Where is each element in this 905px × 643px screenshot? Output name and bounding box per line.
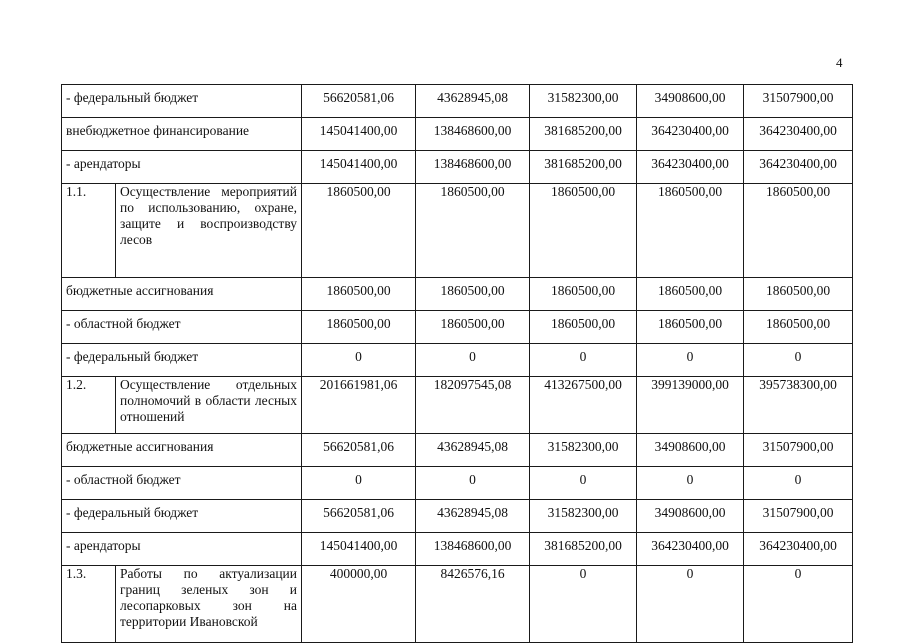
- value-cell: 0: [744, 566, 853, 643]
- table-row: [62, 377, 853, 434]
- value-cell: 0: [744, 467, 853, 500]
- value-cell: 43628945,08: [416, 85, 530, 118]
- item-description: Работы по актуализации границ зеленых зон и лесопарковых зон на территории Ивановской: [116, 566, 302, 643]
- value-cell: 0: [530, 344, 637, 377]
- value-cell: 1860500,00: [744, 311, 853, 344]
- item-number: 1.2.: [62, 377, 116, 434]
- value-cell: 0: [530, 566, 637, 643]
- value-cell: 1860500,00: [530, 311, 637, 344]
- value-cell: 381685200,00: [530, 118, 637, 151]
- value-cell: 1860500,00: [637, 184, 744, 278]
- table-row: [62, 311, 853, 344]
- value-cell: 31507900,00: [744, 85, 853, 118]
- value-cell: 201661981,06: [302, 377, 416, 434]
- value-cell: 0: [416, 467, 530, 500]
- row-label: - областной бюджет: [62, 467, 302, 500]
- value-cell: 31507900,00: [744, 500, 853, 533]
- value-cell: 0: [744, 344, 853, 377]
- value-cell: 138468600,00: [416, 533, 530, 566]
- value-cell: 1860500,00: [637, 278, 744, 311]
- table-row: [62, 118, 853, 151]
- value-cell: 145041400,00: [302, 118, 416, 151]
- budget-table: [61, 84, 853, 643]
- value-cell: 56620581,06: [302, 434, 416, 467]
- value-cell: 0: [302, 467, 416, 500]
- value-cell: 1860500,00: [744, 184, 853, 278]
- item-description: Осуществление отдельных полномочий в области лесных отношений: [116, 377, 302, 434]
- value-cell: 399139000,00: [637, 377, 744, 434]
- value-cell: 145041400,00: [302, 151, 416, 184]
- value-cell: 364230400,00: [637, 118, 744, 151]
- value-cell: 145041400,00: [302, 533, 416, 566]
- value-cell: 1860500,00: [744, 278, 853, 311]
- value-cell: 31582300,00: [530, 434, 637, 467]
- page-number: 4: [836, 55, 843, 70]
- row-label: внебюджетное финансирование: [62, 118, 302, 151]
- table-row: [62, 344, 853, 377]
- value-cell: 1860500,00: [530, 184, 637, 278]
- value-cell: 413267500,00: [530, 377, 637, 434]
- value-cell: 1860500,00: [302, 311, 416, 344]
- row-label: - федеральный бюджет: [62, 500, 302, 533]
- value-cell: 400000,00: [302, 566, 416, 643]
- row-label: - федеральный бюджет: [62, 344, 302, 377]
- value-cell: 1860500,00: [302, 278, 416, 311]
- value-cell: 31507900,00: [744, 434, 853, 467]
- value-cell: 0: [302, 344, 416, 377]
- item-number: 1.3.: [62, 566, 116, 643]
- value-cell: 381685200,00: [530, 151, 637, 184]
- value-cell: 1860500,00: [416, 311, 530, 344]
- value-cell: 1860500,00: [416, 278, 530, 311]
- value-cell: 0: [637, 566, 744, 643]
- value-cell: 381685200,00: [530, 533, 637, 566]
- value-cell: 43628945,08: [416, 434, 530, 467]
- value-cell: 1860500,00: [637, 311, 744, 344]
- table-row: [62, 151, 853, 184]
- value-cell: 0: [637, 467, 744, 500]
- row-label: - областной бюджет: [62, 311, 302, 344]
- value-cell: 34908600,00: [637, 85, 744, 118]
- value-cell: 138468600,00: [416, 151, 530, 184]
- value-cell: 0: [530, 467, 637, 500]
- value-cell: 31582300,00: [530, 85, 637, 118]
- value-cell: 56620581,06: [302, 85, 416, 118]
- table-row: [62, 467, 853, 500]
- value-cell: 138468600,00: [416, 118, 530, 151]
- item-description: Осуществление мероприятий по использованию, охране, защите и воспроизводству лесов: [116, 184, 302, 278]
- value-cell: 31582300,00: [530, 500, 637, 533]
- row-label: - арендаторы: [62, 151, 302, 184]
- value-cell: 364230400,00: [637, 533, 744, 566]
- table-row: [62, 184, 853, 278]
- table-row: [62, 566, 853, 643]
- table-row: [62, 278, 853, 311]
- row-label: бюджетные ассигнования: [62, 434, 302, 467]
- value-cell: 364230400,00: [637, 151, 744, 184]
- value-cell: 364230400,00: [744, 118, 853, 151]
- value-cell: 8426576,16: [416, 566, 530, 643]
- table-row: [62, 434, 853, 467]
- value-cell: 364230400,00: [744, 151, 853, 184]
- table-row: [62, 533, 853, 566]
- value-cell: 364230400,00: [744, 533, 853, 566]
- row-label: - арендаторы: [62, 533, 302, 566]
- table-row: [62, 500, 853, 533]
- value-cell: 395738300,00: [744, 377, 853, 434]
- value-cell: 1860500,00: [530, 278, 637, 311]
- value-cell: 34908600,00: [637, 500, 744, 533]
- row-label: бюджетные ассигнования: [62, 278, 302, 311]
- row-label: - федеральный бюджет: [62, 85, 302, 118]
- value-cell: 0: [416, 344, 530, 377]
- value-cell: 34908600,00: [637, 434, 744, 467]
- table-row: [62, 85, 853, 118]
- value-cell: 0: [637, 344, 744, 377]
- value-cell: 182097545,08: [416, 377, 530, 434]
- value-cell: 1860500,00: [416, 184, 530, 278]
- value-cell: 56620581,06: [302, 500, 416, 533]
- value-cell: 1860500,00: [302, 184, 416, 278]
- value-cell: 43628945,08: [416, 500, 530, 533]
- item-number: 1.1.: [62, 184, 116, 278]
